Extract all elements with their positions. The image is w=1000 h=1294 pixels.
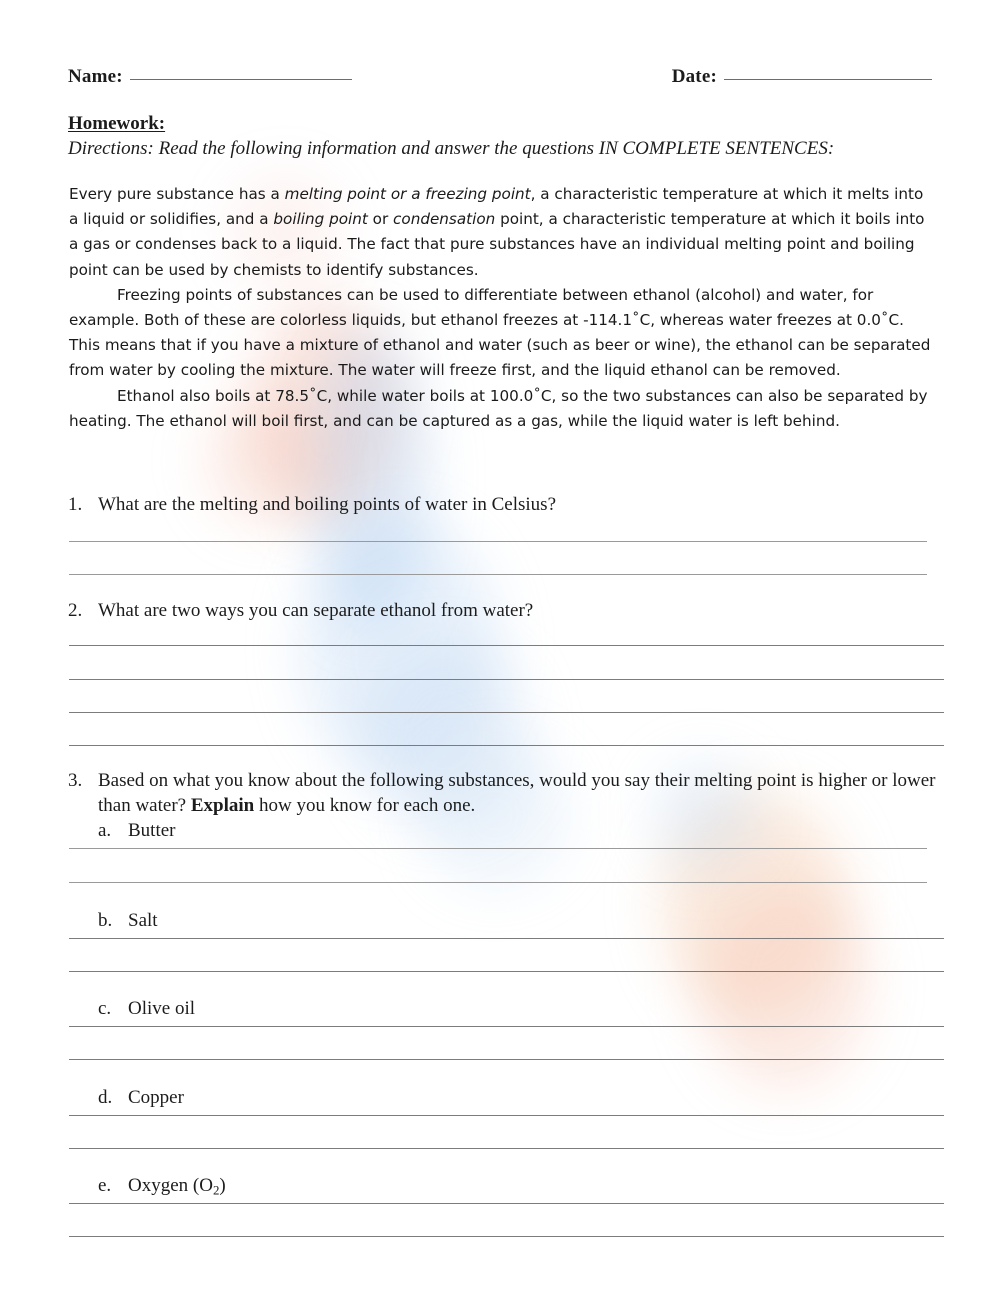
subitem-b-answer-line-2[interactable] — [69, 971, 944, 972]
question-1-text: What are the melting and boiling points of water in Celsius? — [98, 494, 557, 515]
question-3-subitem-e — [68, 1173, 948, 1203]
question-3-subitem-b — [68, 908, 948, 933]
subitem-d-letter: d. — [98, 1087, 113, 1108]
subitem-e-label-suffix: ) — [219, 1175, 226, 1196]
passage-body — [69, 182, 935, 434]
subitem-e-letter: e. — [98, 1175, 112, 1196]
subitem-d-answer-line-1[interactable] — [69, 1115, 944, 1116]
subitem-e-answer-line-1[interactable] — [69, 1203, 944, 1204]
subitem-e-label-prefix: Oxygen (O — [128, 1175, 213, 1196]
question-1-answer-line-1[interactable] — [69, 541, 927, 542]
p1-segment-1: Every pure substance has a — [69, 185, 285, 203]
p1-segment-4: point, a characteristic temperature at which it boils into a gas or condenses back to a liquid. The fact that pure substances have an individual melting point and boiling point can be used by chemists to identify substances. — [69, 210, 925, 279]
question-2-answer-line-3[interactable] — [69, 712, 944, 713]
p1-segment-2: , a characteristic temperature at which it melts into a liquid or solidifies, and a — [69, 185, 924, 229]
question-2-number: 2. — [68, 600, 83, 621]
subitem-a-answer-line-2[interactable] — [69, 882, 927, 883]
question-2-answer-line-4[interactable] — [69, 745, 944, 746]
subitem-b-label: Salt — [128, 910, 158, 931]
subitem-e-subscript: 2 — [212, 1182, 220, 1198]
question-3 — [68, 768, 948, 843]
name-date-row — [68, 66, 932, 88]
question-2 — [68, 598, 948, 623]
subitem-a-letter: a. — [98, 820, 112, 841]
question-3-subitem-c — [68, 996, 948, 1021]
question-3-subitem-a — [98, 818, 948, 843]
question-3-explain-emphasis: Explain — [190, 795, 255, 816]
subitem-c-label: Olive oil — [128, 998, 196, 1019]
passage-paragraph-1 — [69, 182, 935, 283]
passage-paragraph-2: Freezing points of substances can be used to differentiate between ethanol (alcohol) and water, for example. Both of these are colorless liquids, but ethanol freezes at -114.1˚C, whereas water freezes at 0.0˚C. This means that if you have a mixture of ethanol and water (such as beer or wine), the ethanol can be separated from water by cooling the mixture. The water will freeze first, and the liquid ethanol can be removed. — [69, 285, 931, 380]
homework-heading: Homework: — [68, 113, 166, 134]
date-label: Date: — [671, 66, 717, 87]
question-3-subitem-d — [68, 1085, 948, 1110]
subitem-c-answer-line-2[interactable] — [69, 1059, 944, 1060]
subitem-c-letter: c. — [98, 998, 112, 1019]
question-2-answer-line-1[interactable] — [69, 645, 944, 646]
name-label: Name: — [68, 66, 123, 87]
subitem-d-label: Copper — [128, 1087, 184, 1108]
question-3-text-part-2: how you know for each one. — [254, 795, 476, 816]
subitem-b-answer-line-1[interactable] — [69, 938, 944, 939]
question-1-number: 1. — [68, 494, 83, 515]
subitem-d-answer-line-2[interactable] — [69, 1148, 944, 1149]
question-1 — [68, 492, 948, 517]
p1-segment-3: or — [367, 210, 394, 229]
p1-emphasis-1: melting point or a freezing point — [284, 185, 531, 203]
subitem-e-answer-line-2[interactable] — [69, 1236, 944, 1237]
subitem-c-answer-line-1[interactable] — [69, 1026, 944, 1027]
p1-emphasis-3: condensation — [393, 210, 496, 229]
question-3-text-part-1: Based on what you know about the following substances, would you say their melting point is higher or lower than water? — [98, 770, 936, 816]
question-3-number: 3. — [68, 770, 83, 791]
subitem-e-label — [128, 1173, 948, 1203]
name-blank-field[interactable] — [130, 79, 352, 80]
question-1-answer-line-2[interactable] — [69, 574, 927, 575]
subitem-b-letter: b. — [98, 910, 113, 931]
date-blank-field[interactable] — [724, 79, 932, 80]
passage-paragraph-3: Ethanol also boils at 78.5˚C, while water boils at 100.0˚C, so the two substances can also be separated by heating. The ethanol will boil first, and can be captured as a gas, while the liquid water is left behind. — [69, 386, 928, 430]
subitem-a-label: Butter — [128, 820, 176, 841]
question-2-answer-line-2[interactable] — [69, 679, 944, 680]
question-2-text: What are two ways you can separate ethanol from water? — [98, 600, 534, 621]
question-3-text — [98, 768, 948, 818]
subitem-a-answer-line-1[interactable] — [69, 848, 927, 849]
directions-text: Directions: Read the following information and answer the questions IN COMPLETE SENTENCES: — [68, 138, 835, 159]
p1-emphasis-2: boiling point — [273, 210, 368, 229]
